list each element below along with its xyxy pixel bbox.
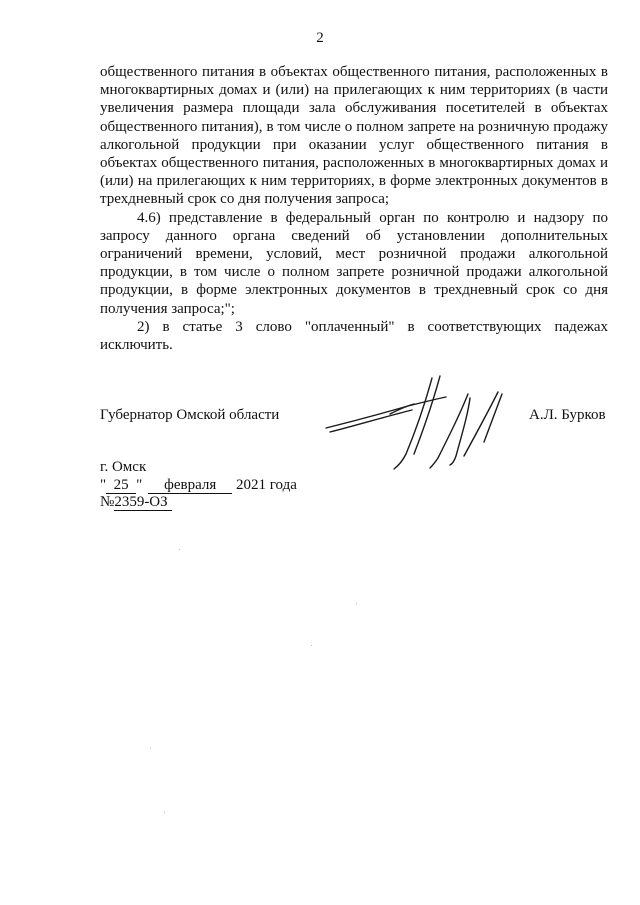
- document-body: [100, 63, 608, 354]
- paragraph-item-4-6: 4.6) представление в федеральный орган по контролю и надзору по запросу данного органа сведений об установлении дополнительных ограничений времени, условий, мест розничной продажи алкогольной продукции, в том числе о полном запрете розничной продажи алкогольной продукции, в форме электронных документов в трехдневный срок со дня получения запроса;";: [100, 209, 608, 317]
- date-close-quote: ": [136, 477, 143, 493]
- page-number: 2: [316, 30, 324, 46]
- date-year: 2021 года: [236, 477, 297, 493]
- date-day: 25: [106, 477, 136, 494]
- scan-speck: [179, 549, 180, 550]
- scan-speck: [311, 645, 312, 646]
- handwritten-signature: [320, 370, 520, 480]
- document-number-value: 2359-ОЗ: [114, 494, 172, 511]
- scan-speck: [150, 748, 151, 749]
- signer-name: А.Л. Бурков: [529, 407, 606, 423]
- scan-speck: [356, 603, 357, 604]
- place-of-signing: г. Омск: [100, 459, 147, 475]
- number-sign: №: [100, 494, 115, 510]
- paragraph-continuation: общественного питания в объектах общественного питания, расположенных в многоквартирных домах и (или) на прилегающих к ним территориях (в части увеличения размера площади зала обслуживания посетителей в объектах общественного питания), в том числе о полном запрете на розничную продажу алкогольной продукции при оказании услуг общественного питания в объектах общественного питания, расположенных в многоквартирных домах и (или) на прилегающих к ним территориях, в форме электронных документов в трехдневный срок со дня получения запроса;: [100, 64, 608, 208]
- signing-date: [100, 477, 297, 494]
- scan-speck: [164, 812, 165, 813]
- date-open-quote: ": [100, 477, 107, 493]
- signer-title: Губернатор Омской области: [100, 407, 280, 423]
- paragraph-item-2: 2) в статье 3 слово "оплаченный" в соответствующих падежах исключить.: [100, 318, 608, 354]
- document-number: [100, 494, 172, 511]
- date-month: февраля: [148, 477, 232, 494]
